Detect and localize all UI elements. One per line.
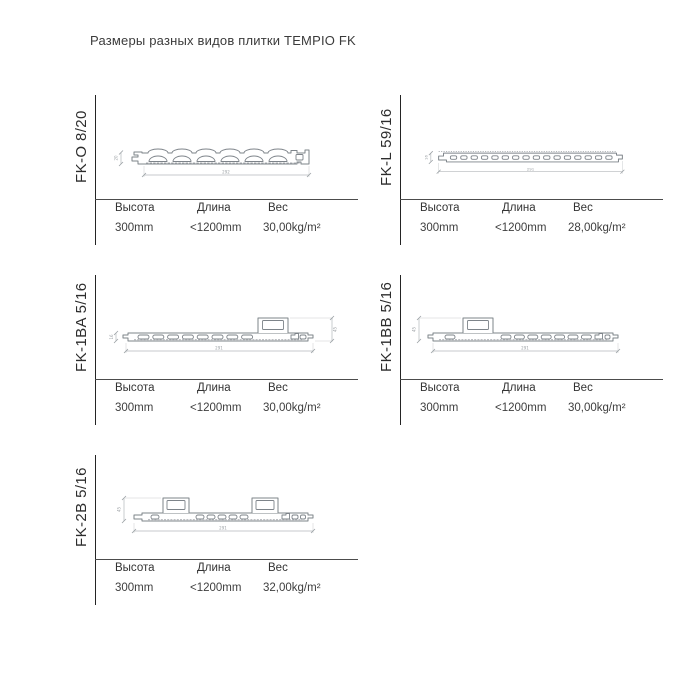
width-dimension	[142, 166, 311, 177]
value-length: <1200mm	[495, 222, 547, 234]
col-header-height: Высота	[115, 562, 155, 574]
col-header-height: Высота	[115, 382, 155, 394]
value-weight: 32,00kg/m²	[263, 582, 321, 594]
section-divider-line	[95, 275, 96, 425]
value-length: <1200mm	[495, 402, 547, 414]
profile-drawing-fk-2b	[106, 485, 341, 549]
table-rule	[400, 199, 663, 200]
value-height: 300mm	[115, 222, 154, 234]
page-title: Размеры разных видов плитки TEMPIO FK	[90, 33, 356, 48]
value-height: 300mm	[115, 582, 154, 594]
section-label: FK-L 59/16	[378, 108, 395, 186]
section-label: FK-1BA 5/16	[73, 282, 90, 372]
section-divider-line	[400, 95, 401, 245]
value-height: 300mm	[420, 402, 459, 414]
value-length: <1200mm	[190, 222, 242, 234]
value-length: <1200mm	[190, 402, 242, 414]
width-dimension	[132, 523, 315, 533]
table-rule	[400, 379, 663, 380]
section-label: FK-1BB 5/16	[378, 281, 395, 373]
width-dimension	[431, 343, 620, 353]
raised-box-2	[252, 498, 278, 513]
col-header-length: Длина	[502, 202, 536, 214]
dimension-label: 45	[411, 326, 417, 333]
profile-drawing-fk-1bb	[405, 305, 640, 369]
col-header-height: Высота	[115, 202, 155, 214]
section-divider-line	[95, 455, 96, 605]
table-rule	[95, 379, 358, 380]
width-dimension	[437, 161, 625, 174]
col-header-weight: Вес	[573, 202, 593, 214]
value-height: 300mm	[420, 222, 459, 234]
section-fk-2b	[70, 455, 358, 605]
value-height: 300mm	[115, 402, 154, 414]
col-header-weight: Вес	[268, 562, 288, 574]
section-fk-1ba	[70, 275, 358, 425]
dimension-label: 45	[116, 506, 122, 513]
section-label: FK-2B 5/16	[73, 467, 90, 547]
raised-box	[258, 318, 288, 333]
left-dimension	[114, 151, 124, 167]
dimension-label: 16	[109, 334, 114, 340]
section-divider-line	[95, 95, 96, 245]
section-fk-1bb	[375, 275, 663, 425]
raised-box-1	[163, 498, 189, 513]
dimension-label: 291	[526, 166, 535, 172]
dimension-label: 291	[521, 345, 529, 351]
dimension-label: 16	[423, 155, 429, 161]
col-header-height: Высота	[420, 202, 460, 214]
section-fk-l	[375, 95, 663, 245]
col-header-weight: Вес	[268, 382, 288, 394]
value-weight: 30,00kg/m²	[568, 402, 626, 414]
col-header-height: Высота	[420, 382, 460, 394]
value-length: <1200mm	[190, 582, 242, 594]
profile-drawing-fk-1ba	[106, 305, 341, 369]
table-rule	[95, 199, 358, 200]
col-header-length: Длина	[502, 382, 536, 394]
col-header-length: Длина	[197, 382, 231, 394]
dimension-label: 292	[222, 169, 230, 175]
profile-drawing-fk-o	[108, 135, 338, 191]
col-header-length: Длина	[197, 202, 231, 214]
section-divider-line	[400, 275, 401, 425]
col-header-weight: Вес	[573, 382, 593, 394]
dimension-label: 45	[332, 326, 338, 333]
table-rule	[95, 559, 358, 560]
value-weight: 30,00kg/m²	[263, 222, 321, 234]
value-weight: 30,00kg/m²	[263, 402, 321, 414]
col-header-weight: Вес	[268, 202, 288, 214]
width-dimension	[124, 343, 315, 353]
left-dimension	[423, 151, 432, 164]
section-fk-o	[70, 95, 358, 245]
col-header-length: Длина	[197, 562, 231, 574]
profile-drawing-fk-l	[423, 141, 638, 177]
dimension-label: 291	[215, 345, 223, 351]
raised-box	[463, 318, 493, 333]
left-dimension	[109, 331, 118, 343]
dimension-label: 20	[113, 155, 119, 161]
section-label: FK-O 8/20	[73, 110, 90, 184]
dimension-label: 291	[219, 525, 227, 531]
value-weight: 28,00kg/m²	[568, 222, 626, 234]
